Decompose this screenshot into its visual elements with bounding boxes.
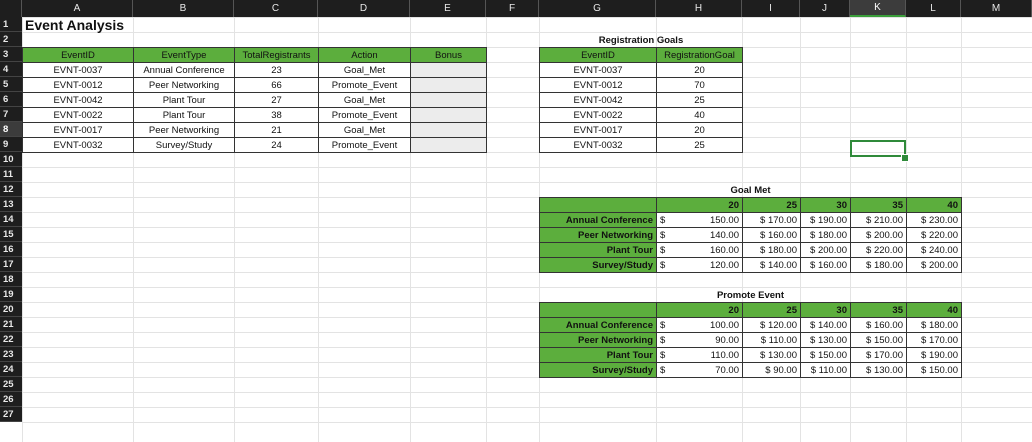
row-header-1[interactable]: 1 [0,17,22,32]
goals-table-cell[interactable]: 20 [656,122,743,138]
column-header-a[interactable]: A [22,0,133,17]
row-header-21[interactable]: 21 [0,317,22,332]
goal-met-table-value-cell[interactable]: $ 240.00 [906,242,962,258]
events-header-cell: Bonus [410,47,487,63]
events-table-cell[interactable]: Promote_Event [318,107,411,123]
gridline-horizontal [22,422,1032,423]
promote-event-table-header-cell: 35 [850,302,907,318]
goal-met-table-value-cell[interactable] [656,242,743,258]
promote-event-table-row-label: Peer Networking [539,332,657,348]
promote-event-table-value-cell[interactable] [656,362,743,378]
column-header-f[interactable]: F [486,0,539,17]
row-header-26[interactable]: 26 [0,392,22,407]
goal-met-table-value-cell[interactable]: $ 210.00 [850,212,907,228]
value-text: 120.00 [709,259,739,271]
goal-met-table-corner-cell [539,197,657,213]
goal-met-table-header-cell: 40 [906,197,962,213]
gridline-horizontal [22,167,1032,168]
events-table-cell[interactable]: Promote_Event [318,77,411,93]
goal-met-table-header-cell: 25 [742,197,801,213]
promote-event-table-value-cell[interactable] [656,332,743,348]
goal-met-table-value-cell[interactable]: $ 190.00 [800,212,851,228]
row-header-24[interactable]: 24 [0,362,22,377]
events-table-cell[interactable]: Peer Networking [133,122,235,138]
promote-event-table-header-cell: 30 [800,302,851,318]
value-text: 110.00 [710,349,739,361]
goal-met-table-row-label: Peer Networking [539,227,657,243]
goal-met-table-value-cell[interactable]: $ 170.00 [742,212,801,228]
value-text: 140.00 [709,229,739,241]
currency-symbol: $ [660,349,666,361]
events-table-cell[interactable]: 24 [234,137,319,153]
goal-met-table-value-cell[interactable]: $ 200.00 [850,227,907,243]
currency-symbol: $ [660,334,666,346]
promote-event-table-header-cell: 20 [656,302,743,318]
fill-handle[interactable] [901,154,909,162]
row-header-8[interactable]: 8 [0,122,22,137]
goals-table-cell[interactable]: EVNT-0032 [539,137,657,153]
gridline-horizontal [22,407,1032,408]
goal-met-table-value-cell[interactable]: $ 160.00 [742,227,801,243]
events-table-cell[interactable]: EVNT-0037 [22,62,134,78]
promote-event-table-value-cell[interactable]: $ 170.00 [906,332,962,348]
currency-symbol: $ [660,229,666,241]
promote-event-table-value-cell[interactable]: $ 150.00 [906,362,962,378]
events-table-cell[interactable]: Survey/Study [133,137,235,153]
goals-table-cell[interactable]: EVNT-0042 [539,92,657,108]
goals-table-cell[interactable]: 25 [656,92,743,108]
row-header-19[interactable]: 19 [0,287,22,302]
row-header-3[interactable]: 3 [0,47,22,62]
promote-event-table-header-cell: 40 [906,302,962,318]
row-header-20[interactable]: 20 [0,302,22,317]
events-table-cell[interactable] [410,77,487,93]
events-table-cell[interactable]: Peer Networking [133,77,235,93]
events-table-cell[interactable]: EVNT-0022 [22,107,134,123]
promote-event-table-value-cell[interactable]: $ 130.00 [850,362,907,378]
column-header-h[interactable]: H [656,0,742,17]
row-header-2[interactable]: 2 [0,32,22,47]
promote-event-table-value-cell[interactable]: $ 170.00 [850,347,907,363]
promote-event-table-value-cell[interactable] [656,347,743,363]
events-table-cell[interactable]: Goal_Met [318,92,411,108]
promote-event-table-value-cell[interactable]: $ 120.00 [742,317,801,333]
promote-event-table-value-cell[interactable]: $ 130.00 [800,332,851,348]
promote-event-table-value-cell[interactable]: $ 110.00 [800,362,851,378]
goals-table-cell[interactable]: EVNT-0037 [539,62,657,78]
goal-met-table-row-label: Plant Tour [539,242,657,258]
events-table-cell[interactable]: 27 [234,92,319,108]
events-table-cell[interactable]: EVNT-0032 [22,137,134,153]
currency-symbol: $ [660,319,666,331]
events-table-cell[interactable]: Plant Tour [133,92,235,108]
goal-met-table-header-cell: 20 [656,197,743,213]
goal-met-table-value-cell[interactable]: $ 220.00 [850,242,907,258]
events-table-cell[interactable] [410,137,487,153]
goal-met-table-value-cell[interactable]: $ 140.00 [742,257,801,273]
row-header-25[interactable]: 25 [0,377,22,392]
events-header-cell: EventID [22,47,134,63]
goals-table-cell[interactable]: EVNT-0017 [539,122,657,138]
goal-met-table-value-cell[interactable] [656,257,743,273]
row-header-14[interactable]: 14 [0,212,22,227]
events-header-cell: EventType [133,47,235,63]
events-header-cell: Action [318,47,411,63]
promote-event-table-value-cell[interactable]: $ 90.00 [742,362,801,378]
row-header-27[interactable]: 27 [0,407,22,422]
column-header-g[interactable]: G [539,0,656,17]
goals-table-cell[interactable]: 40 [656,107,743,123]
column-header-m[interactable]: M [961,0,1032,17]
row-header-11[interactable]: 11 [0,167,22,182]
goal-met-table-value-cell[interactable]: $ 180.00 [850,257,907,273]
row-header-13[interactable]: 13 [0,197,22,212]
column-header-d[interactable]: D [318,0,410,17]
events-table-cell[interactable]: Promote_Event [318,137,411,153]
events-header-cell: TotalRegistrants [234,47,319,63]
goal-met-table-row-label: Survey/Study [539,257,657,273]
events-table-cell[interactable] [410,62,487,78]
events-table-cell[interactable]: 21 [234,122,319,138]
column-header-k[interactable]: K [850,0,906,17]
promote-event-table-row-label: Survey/Study [539,362,657,378]
goal-met-table-value-cell[interactable]: $ 220.00 [906,227,962,243]
value-text: 150.00 [709,214,739,226]
events-table-cell[interactable] [410,122,487,138]
column-header-j[interactable]: J [800,0,850,17]
currency-symbol: $ [660,364,666,376]
events-table-cell[interactable]: 66 [234,77,319,93]
row-header-15[interactable]: 15 [0,227,22,242]
events-table-cell[interactable]: EVNT-0012 [22,77,134,93]
events-table-cell[interactable]: Goal_Met [318,122,411,138]
goals-table-cell[interactable]: 20 [656,62,743,78]
goals-table-cell[interactable]: 25 [656,137,743,153]
row-header-9[interactable]: 9 [0,137,22,152]
events-table-cell[interactable]: Plant Tour [133,107,235,123]
column-header-e[interactable]: E [410,0,486,17]
value-text: 100.00 [709,319,739,331]
row-header-10[interactable]: 10 [0,152,22,167]
sheet-title: Event Analysis [25,17,125,33]
goal-met-table-value-cell[interactable]: $ 200.00 [800,242,851,258]
events-table-cell[interactable]: 23 [234,62,319,78]
row-header-17[interactable]: 17 [0,257,22,272]
promote-event-table-value-cell[interactable]: $ 190.00 [906,347,962,363]
events-table-cell[interactable]: Annual Conference [133,62,235,78]
goals-table-title: Registration Goals [598,34,684,46]
row-header-18[interactable]: 18 [0,272,22,287]
row-header-6[interactable]: 6 [0,92,22,107]
currency-symbol: $ [660,244,666,256]
goal-met-table-header-cell: 30 [800,197,851,213]
goal-met-table-title: Goal Met [730,184,771,196]
row-header-16[interactable]: 16 [0,242,22,257]
value-text: 70.00 [715,364,739,376]
promote-event-table-value-cell[interactable]: $ 180.00 [906,317,962,333]
events-table-cell[interactable]: 38 [234,107,319,123]
promote-event-table-value-cell[interactable]: $ 160.00 [850,317,907,333]
selected-cell-k8[interactable] [850,140,906,157]
goals-header-cell: EventID [539,47,657,63]
select-all-corner[interactable] [0,0,22,17]
events-table-cell[interactable] [410,92,487,108]
promote-event-table-value-cell[interactable]: $ 110.00 [742,332,801,348]
column-header-b[interactable]: B [133,0,234,17]
currency-symbol: $ [660,259,666,271]
row-header-22[interactable]: 22 [0,332,22,347]
goal-met-table-value-cell[interactable] [656,227,743,243]
goals-table-cell[interactable]: 70 [656,77,743,93]
promote-event-table-value-cell[interactable]: $ 130.00 [742,347,801,363]
goal-met-table-value-cell[interactable]: $ 200.00 [906,257,962,273]
events-table-cell[interactable]: EVNT-0017 [22,122,134,138]
promote-event-table-row-label: Annual Conference [539,317,657,333]
currency-symbol: $ [660,214,666,226]
goal-met-table-row-label: Annual Conference [539,212,657,228]
goal-met-table-value-cell[interactable]: $ 180.00 [742,242,801,258]
goal-met-table-value-cell[interactable]: $ 230.00 [906,212,962,228]
promote-event-table-value-cell[interactable]: $ 150.00 [800,347,851,363]
promote-event-table-row-label: Plant Tour [539,347,657,363]
goal-met-table-header-cell: 35 [850,197,907,213]
promote-event-table-header-cell: 25 [742,302,801,318]
value-text: 90.00 [715,334,739,346]
column-header-c[interactable]: C [234,0,318,17]
row-header-5[interactable]: 5 [0,77,22,92]
promote-event-table-title: Promote Event [716,289,785,301]
row-header-12[interactable]: 12 [0,182,22,197]
events-table-cell[interactable] [410,107,487,123]
events-table-cell[interactable]: Goal_Met [318,62,411,78]
events-table-cell[interactable]: EVNT-0042 [22,92,134,108]
row-header-4[interactable]: 4 [0,62,22,77]
row-header-23[interactable]: 23 [0,347,22,362]
goals-table-cell[interactable]: EVNT-0012 [539,77,657,93]
goal-met-table-value-cell[interactable] [656,212,743,228]
column-header-i[interactable]: I [742,0,800,17]
value-text: 160.00 [709,244,739,256]
promote-event-table-value-cell[interactable]: $ 150.00 [850,332,907,348]
promote-event-table-value-cell[interactable]: $ 140.00 [800,317,851,333]
goals-table-cell[interactable]: EVNT-0022 [539,107,657,123]
goals-header-cell: RegistrationGoal [656,47,743,63]
promote-event-table-corner-cell [539,302,657,318]
gridline-horizontal [22,392,1032,393]
column-header-l[interactable]: L [906,0,961,17]
row-header-7[interactable]: 7 [0,107,22,122]
goal-met-table-value-cell[interactable]: $ 160.00 [800,257,851,273]
promote-event-table-value-cell[interactable] [656,317,743,333]
goal-met-table-value-cell[interactable]: $ 180.00 [800,227,851,243]
